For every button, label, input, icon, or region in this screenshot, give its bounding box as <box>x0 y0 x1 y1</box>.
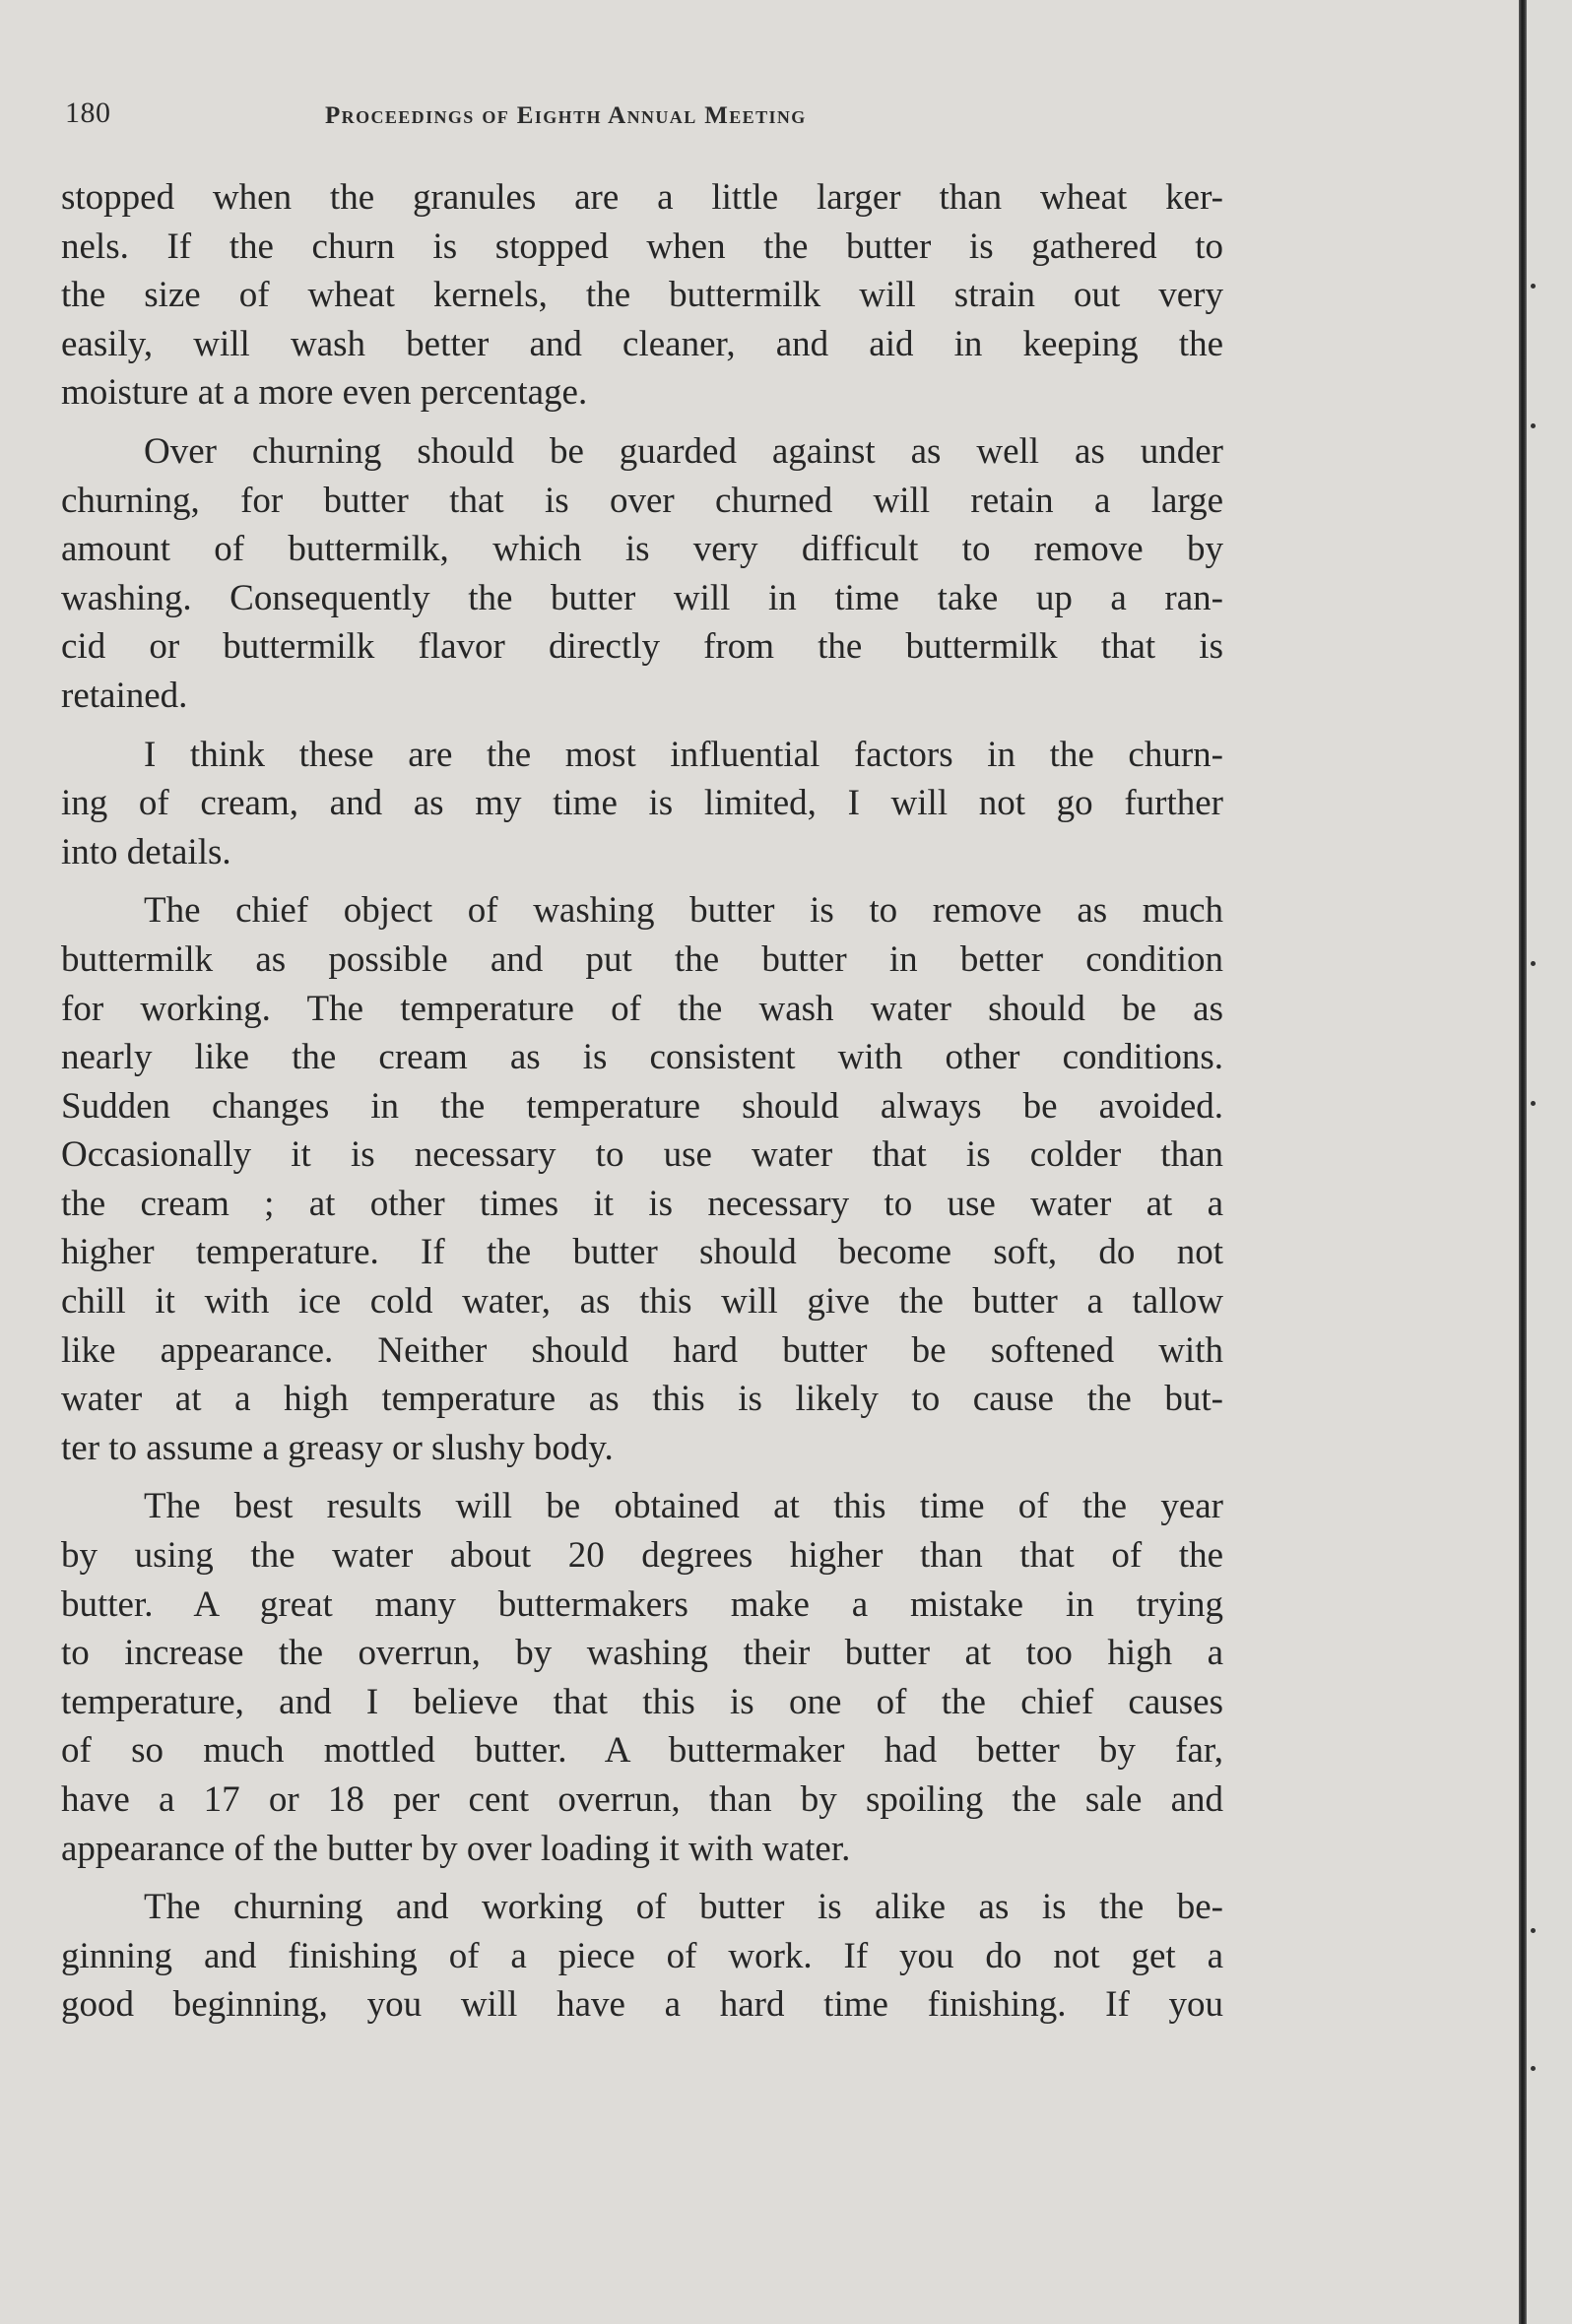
running-title: Proceedings of Eighth Annual Meeting <box>325 102 807 129</box>
text-line: ing of cream, and as my time is limited, I will not go further <box>61 783 1223 824</box>
paragraph <box>61 1883 1223 2030</box>
text-line: retained. <box>61 675 188 716</box>
text-line: nearly like the cream as is consistent with other conditions. <box>61 1037 1223 1078</box>
text-line: The chief object of washing butter is to remove as much <box>144 890 1223 932</box>
ink-speck <box>1531 423 1536 428</box>
text-line: like appearance. Neither should hard butter be softened with <box>61 1329 1223 1371</box>
paragraph <box>61 427 1223 721</box>
text-line: water at a high temperature as this is likely to cause the but- <box>61 1379 1223 1420</box>
text-line: moisture at a more even percentage. <box>61 372 588 414</box>
text-line: of so much mottled butter. A buttermaker had better by far, <box>61 1730 1223 1772</box>
text-line: appearance of the butter by over loading it with water. <box>61 1828 851 1869</box>
text-line: butter. A great many buttermakers make a mistake in trying <box>61 1583 1223 1625</box>
text-line: The best results will be obtained at this time of the year <box>144 1486 1223 1527</box>
text-line: buttermilk as possible and put the butter in better condition <box>61 938 1223 980</box>
ink-speck <box>1531 284 1536 289</box>
paragraph <box>61 886 1223 1472</box>
text-line: Over churning should be guarded against as well as under <box>144 430 1223 472</box>
text-line: ter to assume a greasy or slushy body. <box>61 1427 614 1468</box>
text-line: ginning and finishing of a piece of work. If you do not get a <box>61 1935 1223 1976</box>
text-line: easily, will wash better and cleaner, and aid in keeping the <box>61 323 1223 364</box>
text-line: the size of wheat kernels, the buttermilk will strain out very <box>61 275 1223 316</box>
page-header <box>0 97 1519 146</box>
text-line: by using the water about 20 degrees higher than that of the <box>61 1535 1223 1577</box>
ink-speck <box>1531 961 1536 966</box>
ink-speck <box>1531 1101 1536 1106</box>
text-line: temperature, and I believe that this is one of the chief causes <box>61 1681 1223 1722</box>
text-line: The churning and working of butter is alike as is the be- <box>144 1887 1223 1928</box>
text-line: into details. <box>61 831 231 872</box>
text-line: good beginning, you will have a hard time finishing. If you <box>61 1984 1223 2026</box>
text-line: the cream ; at other times it is necessary to use water at a <box>61 1183 1223 1224</box>
facing-page-edge <box>1527 0 1572 2324</box>
text-line: to increase the overrun, by washing their butter at too high a <box>61 1633 1223 1674</box>
paragraph <box>61 731 1223 877</box>
page-number: 180 <box>65 97 111 129</box>
ink-speck <box>1531 1928 1536 1933</box>
text-line: nels. If the churn is stopped when the butter is gathered to <box>61 226 1223 267</box>
paragraph <box>61 1482 1223 1873</box>
text-line: for working. The temperature of the wash water should be as <box>61 988 1223 1029</box>
text-line: churning, for butter that is over churned will retain a large <box>61 480 1223 521</box>
ink-speck <box>1531 2066 1536 2071</box>
body-text <box>61 173 1223 2030</box>
text-line: Sudden changes in the temperature should always be avoided. <box>61 1085 1223 1127</box>
text-line: amount of buttermilk, which is very difficult to remove by <box>61 529 1223 570</box>
text-line: stopped when the granules are a little larger than wheat ker- <box>61 177 1223 218</box>
text-line: cid or buttermilk flavor directly from the buttermilk that is <box>61 626 1223 668</box>
text-line: chill it with ice cold water, as this will give the butter a tallow <box>61 1281 1223 1323</box>
paragraph <box>61 173 1223 418</box>
text-line: Occasionally it is necessary to use water that is colder than <box>61 1134 1223 1176</box>
book-spine-shadow <box>1519 0 1527 2324</box>
text-line: higher temperature. If the butter should become soft, do not <box>61 1232 1223 1273</box>
text-line: have a 17 or 18 per cent overrun, than by spoiling the sale and <box>61 1779 1223 1820</box>
text-line: I think these are the most influential factors in the churn- <box>144 734 1223 775</box>
text-line: washing. Consequently the butter will in time take up a ran- <box>61 577 1223 618</box>
